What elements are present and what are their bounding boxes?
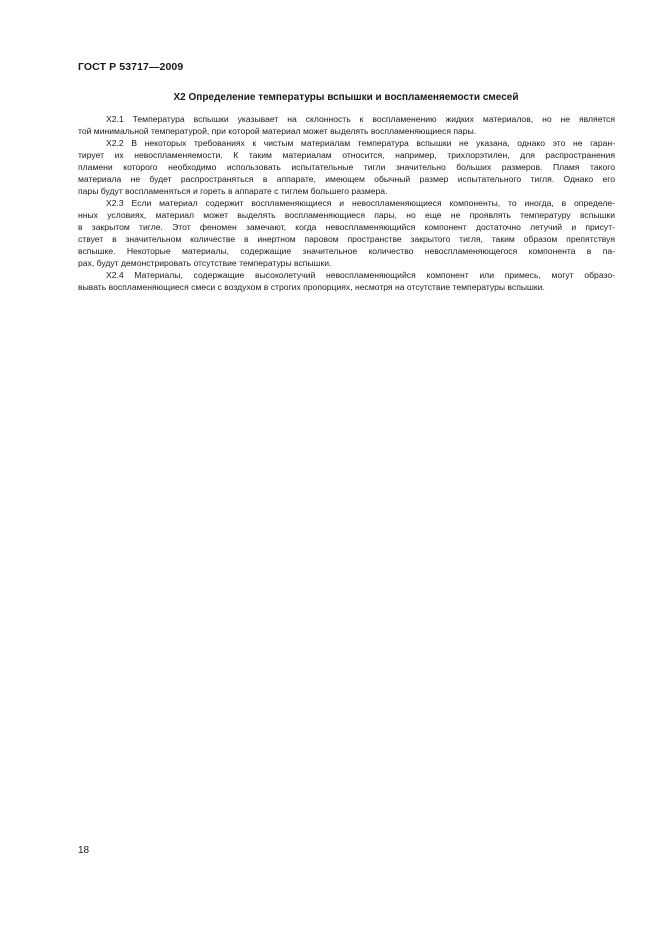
body-text xyxy=(78,113,615,293)
text-line: пары будут воспламеняться и гореть в аппарате с тиглем большего размера. xyxy=(78,186,388,196)
text-line: Х2.2 В некоторых требованиях к чистым материалам температура вспышки не указана, однако это не гаран- xyxy=(106,138,615,148)
paragraph-x2-1 xyxy=(78,113,615,137)
text-line: пламени которого необходимо использовать испытательные тигли значительно больших размеров. Пламя такого xyxy=(78,162,615,172)
text-line: тирует их невоспламеняемости. К таким материалам относится, например, трихлорэтилен, для распространения xyxy=(78,150,615,160)
paragraph-x2-2 xyxy=(78,137,615,197)
text-line: материала не будет распространяться в аппарате, имеющем обычный размер испытательного тигля. Однако его xyxy=(78,174,615,184)
text-line: той минимальной температурой, при которой материал может выделять воспламеняющиеся пары. xyxy=(78,126,477,136)
document-header: ГОСТ Р 53717—2009 xyxy=(78,61,184,73)
text-line: в закрытом тигле. Этот феномен замечают, когда невоспламеняющийся компонент достаточно летучий и присут- xyxy=(78,222,615,232)
text-line: ствует в значительном количестве в инертном паровом пространстве закрытого тигля, таким образом препятствуя xyxy=(78,234,615,244)
text-line: рах, будут демонстрировать отсутствие температуры вспышки. xyxy=(78,258,332,268)
paragraph-x2-4 xyxy=(78,269,615,293)
section-title: Х2 Определение температуры вспышки и воспламеняемости смесей xyxy=(173,92,519,103)
text-line: Х2.3 Если материал содержит воспламеняющиеся и невоспламеняющиеся компоненты, то иногда, в определе- xyxy=(106,198,615,208)
text-line: нных условиях, материал может выделять воспламеняющиеся пары, но еще не проявлять температуру вспышки xyxy=(78,210,615,220)
paragraph-x2-3 xyxy=(78,197,615,269)
text-line: Х2.1 Температура вспышки указывает на склонность к воспламенению жидких материалов, но не является xyxy=(106,114,615,124)
page-number: 18 xyxy=(78,845,90,856)
text-line: вспышке. Некоторые материалы, содержащие значительное количество невоспламеняющегося компонента в па- xyxy=(78,246,615,256)
text-line: вывать воспламеняющиеся смеси с воздухом в строгих пропорциях, несмотря на отсутствие температуры вспышки. xyxy=(78,282,545,292)
text-line: Х2.4 Материалы, содержащие высоколетучий невоспламеняющийся компонент или примесь, могут образо- xyxy=(106,270,615,280)
